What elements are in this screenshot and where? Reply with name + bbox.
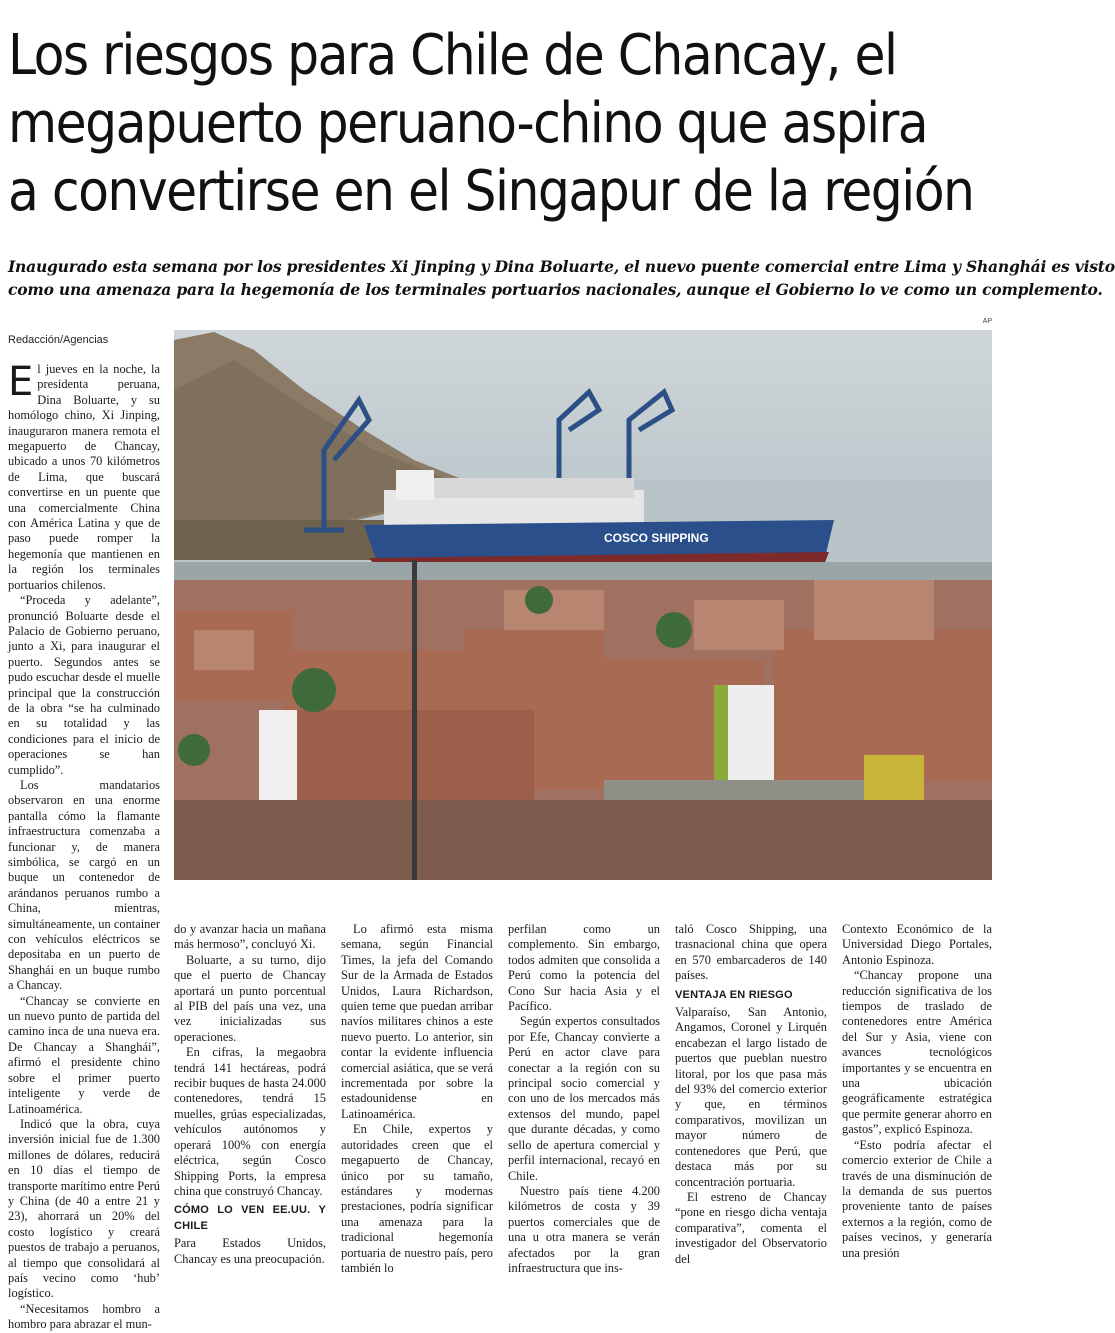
paragraph: Lo afirmó esta misma semana, según Financial Times, la jefa del Comando Sur de la Armada de Estados Unidos, Laura Richardson, quien teme que puedan arribar navíos militares chinos a este nuevo puerto. Lo anterior, sin contar la evidente influencia comercial asiática, que se verá incrementada por sobre la estadounidense en Latinoamérica. bbox=[341, 922, 493, 1121]
paragraph: Boluarte, a su turno, dijo que el puerto de Chancay aportará un punto porcentual al PIB del país una vez, una vez inicializadas sus operaciones. bbox=[174, 952, 326, 1044]
paragraph: Nuestro país tiene 4.200 kilómetros de costa y 39 puertos comerciales que de una u otra manera se verán afectados por la gran infraestructura que ins- bbox=[508, 1183, 660, 1275]
paragraph bbox=[8, 359, 160, 593]
photo-credit: AP bbox=[982, 318, 992, 325]
paragraph: “Chancay se convierte en un nuevo punto de partida del camino inca de una nueva era. De Chancay a Shanghái”, afirmó el presidente chino sobre el primer puerto inteligente y verde de Latinoamérica. bbox=[8, 993, 160, 1116]
headline-line: Los riesgos para Chile de Chancay, el bbox=[8, 23, 897, 88]
article-column-5 bbox=[675, 922, 827, 1267]
headline-line: a convertirse en el Singapur de la región bbox=[8, 159, 974, 224]
paragraph: taló Cosco Shipping, una trasnacional china que opera en 570 embarcaderos de 140 países. bbox=[675, 922, 827, 983]
deck-line: como una amenaza para la hegemonía de los terminales portuarios nacionales, aunque el Gobierno lo ve como un complemento. bbox=[8, 280, 1103, 299]
headline bbox=[8, 22, 993, 226]
paragraph: Contexto Económico de la Universidad Diego Portales, Antonio Espinoza. bbox=[842, 922, 992, 967]
section-heading: VENTAJA EN RIESGO bbox=[675, 988, 793, 1001]
paragraph: “Chancay propone una reducción significativa de los tiempos de traslado de contenedores entre América del Sur y Asia, viene con avances tecnológicos importantes y se encuentra en una ubicación geográficamente estratégica que permite generar ahorro en gastos”, explicó Espinoza. bbox=[842, 968, 992, 1137]
paragraph: En cifras, la megaobra tendrá 141 hectáreas, podrá recibir buques de hasta 24.000 contenedores, tendrá 15 muelles, grúas especializadas, vehículos autónomos y operará 100% con energía eléctrica, según Cosco Shipping Ports, la empresa china que construyó Chancay. bbox=[174, 1045, 326, 1198]
article-column-6 bbox=[842, 922, 992, 1261]
paragraph: “Esto podría afectar el comercio exterior de Chile a través de una disminución de la demanda de sus puertos proveniente tanto de países externos a la región, como de países vecinos, y generaría una presión bbox=[842, 1137, 992, 1260]
ship-label: COSCO SHIPPING bbox=[604, 531, 709, 545]
drop-cap: E bbox=[8, 359, 34, 405]
article-column-4 bbox=[508, 922, 660, 1276]
paragraph: Para Estados Unidos, Chancay es una preocupación. bbox=[174, 1236, 326, 1266]
section-heading: CÓMO LO VEN EE.UU. Y CHILE bbox=[174, 1204, 326, 1232]
deck-subtitle bbox=[8, 255, 1115, 301]
deck-line: Inaugurado esta semana por los presidentes Xi Jinping y Dina Boluarte, el nuevo puente comercial entre Lima y Shanghái es visto bbox=[8, 257, 1115, 276]
paragraph: “Necesitamos hombro a hombro para abrazar el mun- bbox=[8, 1301, 160, 1332]
paragraph: do y avanzar hacia un mañana más hermoso”, concluyó Xi. bbox=[174, 922, 326, 952]
paragraph: El estreno de Chancay “pone en riesgo dicha ventaja comparativa”, comenta el investigador del Observatorio del bbox=[675, 1189, 827, 1266]
port-photo bbox=[174, 330, 992, 880]
article-column-2 bbox=[174, 922, 326, 1267]
paragraph: Según expertos consultados por Efe, Chancay convierte a Perú en actor clave para conectar a la región con su principal socio comercial y con uno de los mercados más extensos del mundo, papel que durante décadas, y como sello de apertura comercial y perfil internacional, recayó en Chile. bbox=[508, 1014, 660, 1183]
paragraph: “Proceda y adelante”, pronunció Boluarte desde el Palacio de Gobierno peruano, junto a Xi, para inaugurar el puerto. Segundos antes se pudo escuchar desde el muelle principal que la construcción de la obra “se ha culminado en su totalidad y las condiciones para el inicio de operaciones se han cumplido”. bbox=[8, 593, 160, 777]
paragraph: perfilan como un complemento. Sin embargo, todos admiten que consolida a Perú como la potencia del Cono Sur hacia Asia y el Pacífico. bbox=[508, 922, 660, 1014]
article-column-3 bbox=[341, 922, 493, 1276]
paragraph: Los mandatarios observaron en una enorme pantalla cómo la flamante infraestructura comenzaba a funcionar y, de manera simbólica, se cargó en un buque un contenedor de arándanos peruanos rumbo a China, mientras, simultáneamente, un container con vehículos eléctricos se depositaba en un puerto de Shanghái en un buque rumbo a Chancay. bbox=[8, 777, 160, 993]
paragraph: En Chile, expertos y autoridades creen que el megapuerto de Chancay, único por su tamaño, estándares y modernas prestaciones, podría significar una amenaza para la tradicional hegemonía portuaria de nuestro país, pero también lo bbox=[341, 1122, 493, 1275]
headline-line: megapuerto peruano-chino que aspira bbox=[8, 91, 928, 156]
article-column-1 bbox=[8, 359, 160, 1333]
paragraph-text: l jueves en la noche, la presidenta peruana, Dina Boluarte, y su homólogo chino, Xi Jinping, inauguraron manera remota el megapuerto de Chancay, ubicado a unos 70 kilómetros de Lima, que buscará convertirse en un puente que una comercialmente China con América Latina y que de paso puede romper la hegemonía que mantienen en la región los terminales portuarios chilenos. bbox=[8, 362, 160, 592]
paragraph: Indicó que la obra, cuya inversión inicial fue de 1.300 millones de dólares, reducirá en 10 días el tiempo de transporte marítimo entre Perú y China (de 40 a entre 21 y 23), ahorrará un 20% del costo logístico y creará puestos de trabajo a peruanos, al tiempo que consolidará al país vecino como ‘hub’ logístico. bbox=[8, 1116, 160, 1301]
byline: Redacción/Agencias bbox=[8, 334, 109, 346]
paragraph: Valparaíso, San Antonio, Angamos, Coronel y Lirquén encabezan el largo listado de puertos que pueblan nuestro litoral, por los que pasa más del 93% del comercio exterior y que, en términos comparativos, movilizan un mayor número de contenedores que Perú, que destaca más por su concentración portuaria. bbox=[675, 1005, 827, 1189]
